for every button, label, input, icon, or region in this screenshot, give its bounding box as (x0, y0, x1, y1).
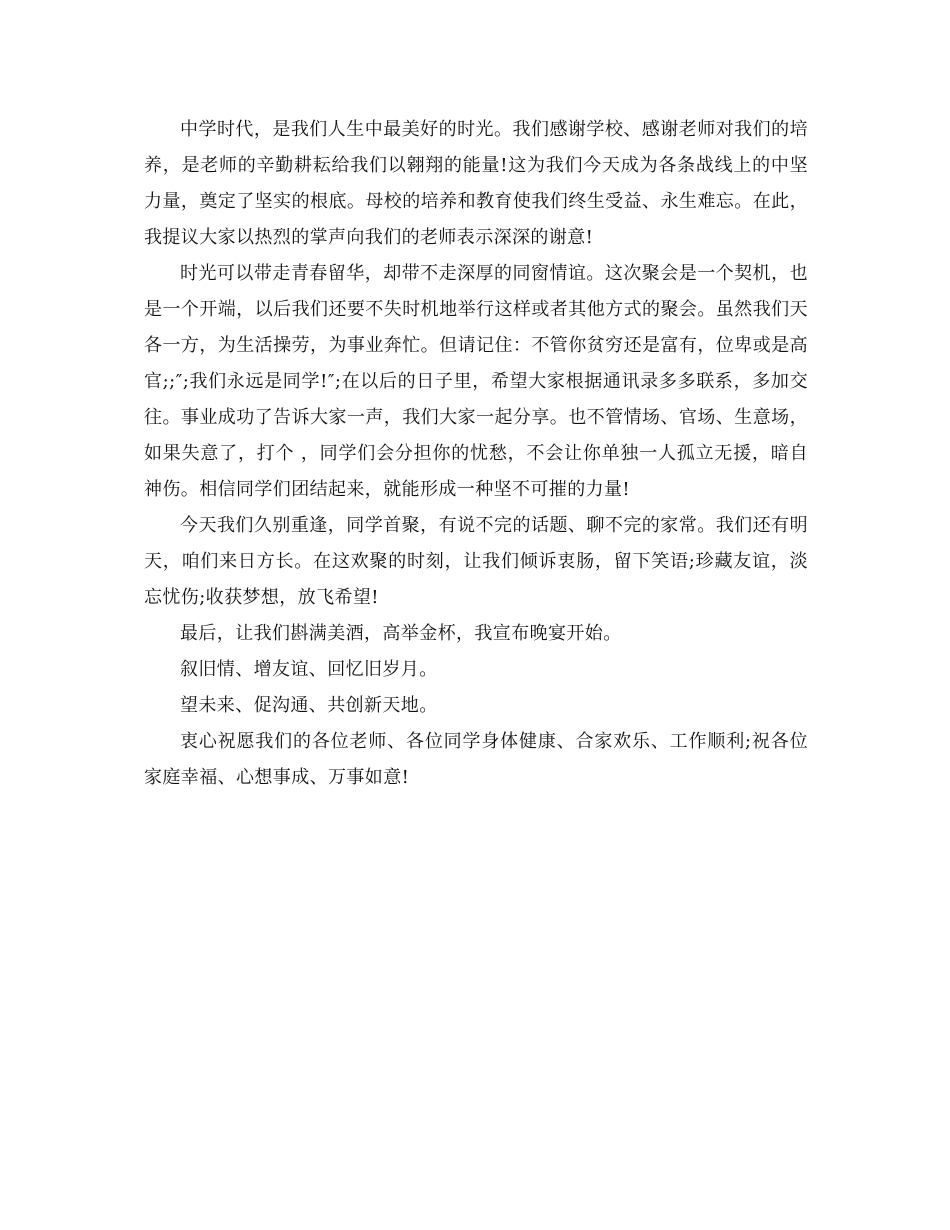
document-body (144, 112, 808, 796)
paragraph-future: 望未来、促沟通、共创新天地。 (180, 695, 438, 716)
paragraph-reminisce: 叙旧情、增友谊、回忆旧岁月。 (180, 659, 438, 680)
paragraph-thanks-teachers: 中学时代，是我们人生中最美好的时光。我们感谢学校、感谢老师对我们的培养，是老师的辛勤耕耘给我们以翱翔的能量!这为我们今天成为各条战线上的中坚力量，奠定了坚实的根底。母校的培养和教育使我们终生受益、永生难忘。在此，我提议大家以热烈的掌声向我们的老师表示深深的谢意! (144, 119, 808, 248)
paragraph-reunion: 今天我们久别重逢，同学首聚，有说不完的话题、聊不完的家常。我们还有明天，咱们来日方长。在这欢聚的时刻，让我们倾诉衷肠，留下笑语;珍藏友谊，淡忘忧伤;收获梦想，放飞希望! (144, 515, 808, 608)
paragraph-blessings: 衷心祝愿我们的各位老师、各位同学身体健康、合家欢乐、工作顺利;祝各位家庭幸福、心想事成、万事如意! (144, 731, 808, 788)
paragraph-friendship: 时光可以带走青春留华，却带不走深厚的同窗情谊。这次聚会是一个契机，也是一个开端，以后我们还要不失时机地举行这样或者其他方式的聚会。虽然我们天各一方，为生活操劳，为事业奔忙。但请记住：不管你贫穷还是富有，位卑或是高官;;″;我们永远是同学!″;在以后的日子里，希望大家根据通讯录多多联系，多加交往。事业成功了告诉大家一声，我们大家一起分享。也不管情场、官场、生意场，如果失意了，打个 ，同学们会分担你的忧愁，不会让你单独一人孤立无援，暗自神伤。相信同学们团结起来，就能形成一种坚不可摧的力量! (144, 263, 808, 500)
paragraph-banquet-start: 最后，让我们斟满美酒，高举金杯，我宣布晚宴开始。 (180, 623, 622, 644)
